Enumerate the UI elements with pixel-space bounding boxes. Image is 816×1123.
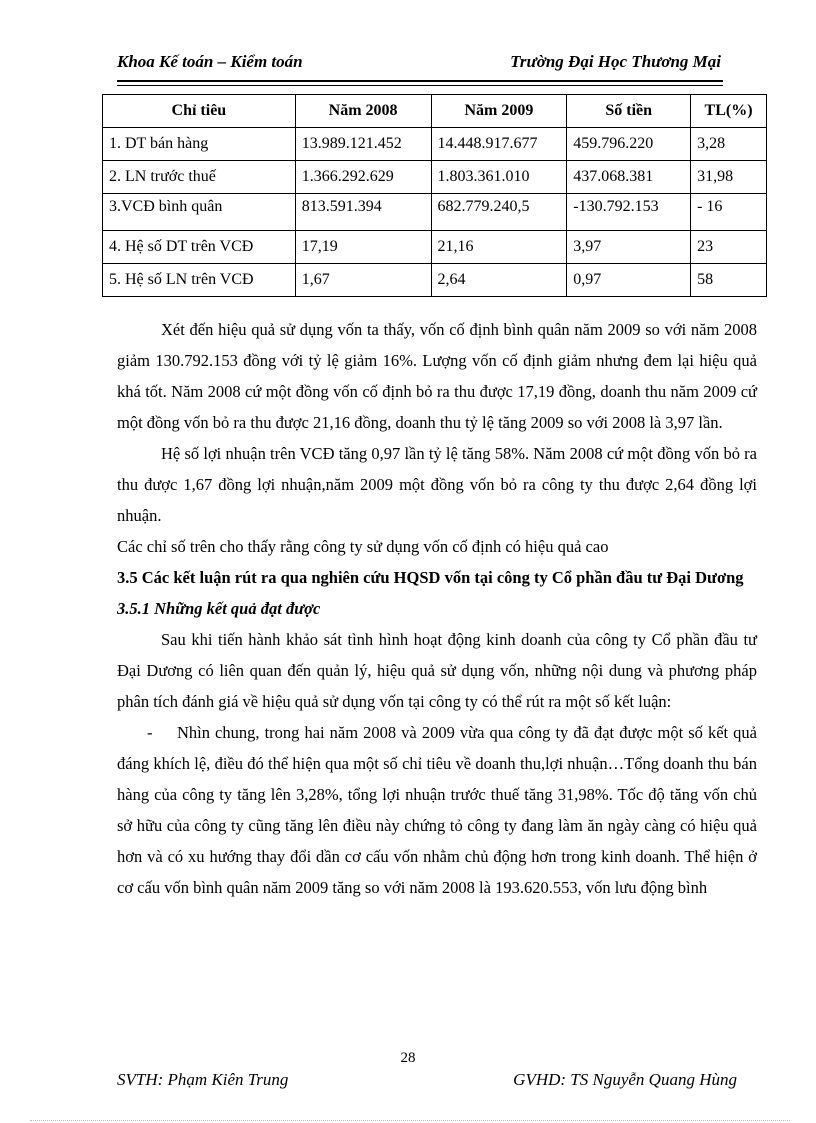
paragraph-survey-intro: Sau khi tiến hành khảo sát tình hình hoạt động kinh doanh của công ty Cổ phần đầu tư Đại Dương có liên quan đến quản lý, hiệu quả sử dụng vốn, những nội dung và phương pháp phân tích đánh giá về hiệu quả sử dụng vốn tại công ty có thể rút ra một số kết luận:	[117, 630, 757, 711]
header-rule-thick	[117, 80, 723, 82]
page-header	[117, 52, 721, 78]
table-row	[103, 161, 767, 194]
bullet-text: Nhìn chung, trong hai năm 2008 và 2009 vừa qua công ty đã đạt được một số kết quả đáng khích lệ, điều đó thể hiện qua một số chỉ tiêu về doanh thu,lợi nhuận…Tổng doanh thu bán hàng của công ty tăng lên 3,28%, tổng lợi nhuận trước thuế tăng 31,98%. Tốc độ tăng vốn chủ sở hữu của công ty cũng tăng lên điều này chứng tỏ công ty đang làm ăn ngày càng có hiệu quả hơn và có xu hướng thay đổi dần cơ cấu vốn nhằm chủ động hơn trong kinh doanh. Thể hiện ở cơ cấu vốn bình quân năm 2009 tăng so với năm 2008 là 193.620.553, vốn lưu động bình	[117, 723, 757, 897]
table-cell: 3.VCĐ bình quân	[103, 194, 296, 231]
table-cell: 1. DT bán hàng	[103, 128, 296, 161]
document-body	[117, 314, 757, 903]
table-row	[103, 264, 767, 297]
table-cell: 682.779.240,5	[431, 194, 567, 231]
table-cell: 13.989.121.452	[295, 128, 431, 161]
table-cell: 437.068.381	[567, 161, 691, 194]
page-number: 28	[400, 1050, 416, 1066]
col-header-2008: Năm 2008	[295, 95, 431, 128]
paragraph-fixed-capital-analysis: Xét đến hiệu quả sử dụng vốn ta thấy, vốn cố định bình quân năm 2009 so với năm 2008 giảm 130.792.153 đồng với tỷ lệ giảm 16%. Lượng vốn cố định giảm nhưng đem lại hiệu quả khá tốt. Năm 2008 cứ một đồng vốn cố định bỏ ra thu được 17,19 đồng, doanh thu năm 2009 cứ một đồng vốn bỏ ra thu được 21,16 đồng, doanh thu tỷ lệ tăng 2009 so với 2008 là 3,97 lần.	[117, 320, 757, 432]
footer-advisor: GVHD: TS Nguyễn Quang Hùng	[513, 1070, 737, 1089]
table-cell: 459.796.220	[567, 128, 691, 161]
section-heading-3-5: 3.5 Các kết luận rút ra qua nghiên cứu HQSD vốn tại công ty Cổ phần đầu tư Đại Dương	[117, 568, 744, 587]
table-cell: 5. Hệ số LN trên VCĐ	[103, 264, 296, 297]
col-header-2009: Năm 2009	[431, 95, 567, 128]
footer-student: SVTH: Phạm Kiên Trung	[117, 1070, 289, 1089]
footer-rule	[30, 1120, 790, 1121]
table-cell: -130.792.153	[567, 194, 691, 231]
table-cell: 1.366.292.629	[295, 161, 431, 194]
table-cell: 23	[691, 231, 767, 264]
table-cell: 3,97	[567, 231, 691, 264]
table-cell: - 16	[691, 194, 767, 231]
table-cell: 1.803.361.010	[431, 161, 567, 194]
table-row	[103, 194, 767, 231]
bullet-dash: -	[147, 723, 153, 742]
col-header-indicator: Chỉ tiêu	[103, 95, 296, 128]
table-row	[103, 231, 767, 264]
table-cell: 813.591.394	[295, 194, 431, 231]
table-cell: 3,28	[691, 128, 767, 161]
capital-efficiency-table	[102, 94, 767, 297]
page-footer	[117, 1070, 737, 1094]
table-cell: 31,98	[691, 161, 767, 194]
table-cell: 0,97	[567, 264, 691, 297]
subsection-heading-3-5-1: 3.5.1 Những kết quả đạt được	[117, 599, 321, 618]
paragraph-conclusion-efficiency: Các chỉ số trên cho thấy rằng công ty sử dụng vốn cố định có hiệu quả cao	[117, 537, 609, 556]
header-faculty: Khoa Kế toán – Kiểm toán	[117, 52, 303, 71]
table-cell: 2,64	[431, 264, 567, 297]
table-cell: 4. Hệ số DT trên VCĐ	[103, 231, 296, 264]
col-header-amount: Số tiền	[567, 95, 691, 128]
table-cell: 2. LN trước thuế	[103, 161, 296, 194]
table-cell: 1,67	[295, 264, 431, 297]
col-header-rate: TL(%)	[691, 95, 767, 128]
table-cell: 58	[691, 264, 767, 297]
paragraph-profit-ratio: Hệ số lợi nhuận trên VCĐ tăng 0,97 lần tỷ lệ tăng 58%. Năm 2008 cứ một đồng vốn bỏ ra thu được 1,67 đồng lợi nhuận,năm 2009 một đồng vốn bỏ ra công ty thu được 2,64 đồng lợi nhuận.	[117, 444, 757, 525]
table-row	[103, 128, 767, 161]
table-header-row	[103, 95, 767, 128]
table-cell: 21,16	[431, 231, 567, 264]
header-rule-thin	[117, 85, 723, 86]
header-university: Trường Đại Học Thương Mại	[510, 52, 721, 71]
bullet-paragraph-results	[117, 717, 757, 903]
table-cell: 14.448.917.677	[431, 128, 567, 161]
table-cell: 17,19	[295, 231, 431, 264]
